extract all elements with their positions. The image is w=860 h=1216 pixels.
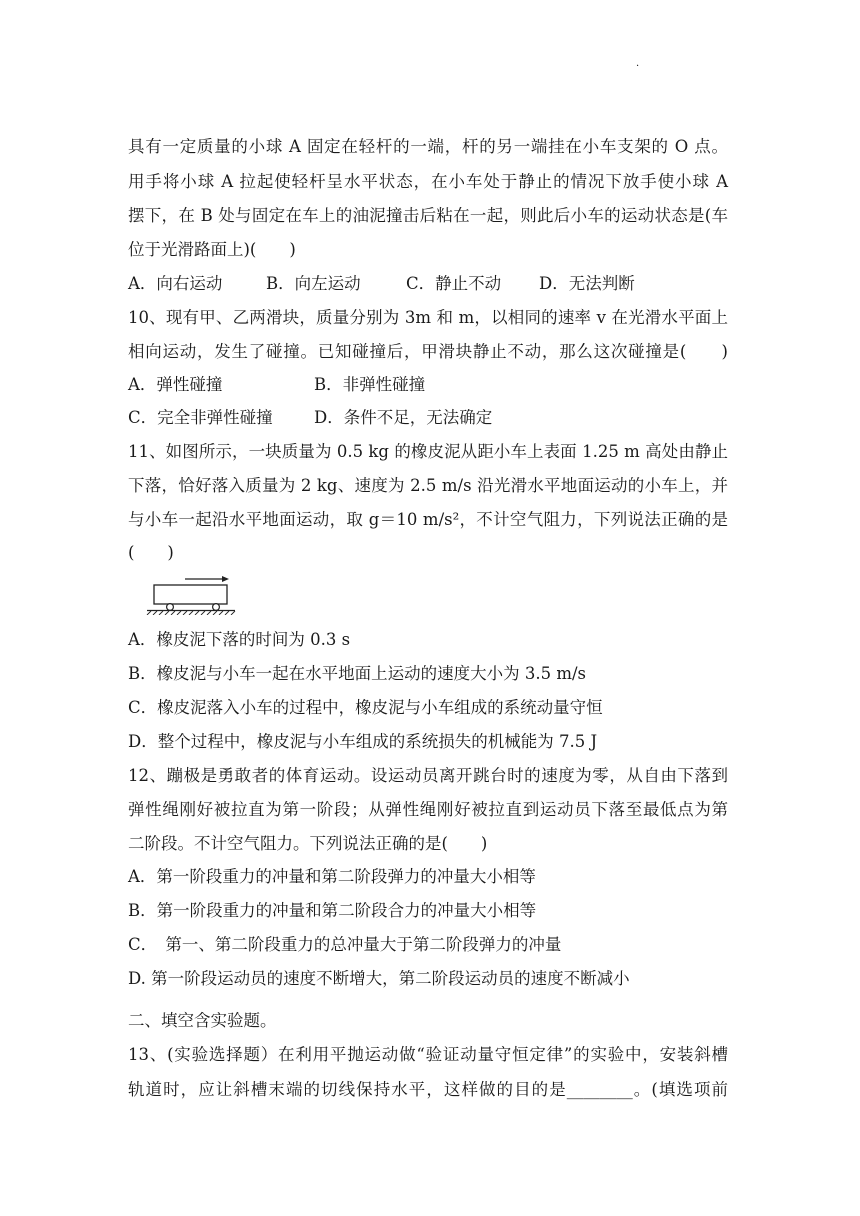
q12-option-b: B．第一阶段重力的冲量和第二阶段合力的冲量大小相等 xyxy=(128,901,537,920)
q9-line-2: 用手将小球 A 拉起使轻杆呈水平状态，在小车处于静止的情况下放手使小球 A xyxy=(128,172,728,191)
q12-line-2: 弹性绳刚好被拉直为第一阶段；从弹性绳刚好被拉直到运动员下落至最低点为第 xyxy=(128,800,728,819)
q11-option-c: C．橡皮泥落入小车的过程中，橡皮泥与小车组成的系统动量守恒 xyxy=(128,698,603,717)
q9-option-d: D．无法判断 xyxy=(539,274,635,293)
q11-option-b: B．橡皮泥与小车一起在水平地面上运动的速度大小为 3.5 m/s xyxy=(128,664,587,683)
velocity-arrowhead xyxy=(222,576,229,582)
header-mark: · xyxy=(636,61,640,72)
q13-line-1: 13、(实验选择题）在利用平抛运动做“验证动量守恒定律”的实验中，安装斜槽 xyxy=(128,1045,728,1064)
q10-options-row-1 xyxy=(128,374,728,396)
q10-option-d: D．条件不足，无法确定 xyxy=(314,408,493,427)
q9-option-c: C．静止不动 xyxy=(406,274,502,293)
q10-line-2: 相向运动，发生了碰撞。已知碰撞后，甲滑块静止不动，那么这次碰撞是( ) xyxy=(128,342,728,361)
q12-line-3: 二阶段。不计空气阻力。下列说法正确的是( ) xyxy=(128,834,488,853)
q9-option-a: A．向右运动 xyxy=(128,274,223,293)
q10-option-b: B．非弹性碰撞 xyxy=(314,375,426,394)
q12-option-a: A．第一阶段重力的冲量和第二阶段弹力的冲量大小相等 xyxy=(128,867,536,886)
cart-wheel-right xyxy=(213,604,220,611)
q11-line-4: ( ) xyxy=(128,543,174,562)
q10-option-c: C．完全非弹性碰撞 xyxy=(128,408,273,427)
q12-option-c: C． 第一、第二阶段重力的总冲量大于第二阶段弹力的冲量 xyxy=(128,935,562,954)
q10-line-1: 10、现有甲、乙两滑块，质量分别为 3m 和 m，以相同的速率 v 在光滑水平面上 xyxy=(128,308,728,327)
q11-line-1: 11、如图所示，一块质量为 0.5 kg 的橡皮泥从距小车上表面 1.25 m 高处由静止 xyxy=(128,442,728,461)
q9-line-4: 位于光滑路面上)( ) xyxy=(128,240,296,259)
q9-options xyxy=(128,273,728,295)
section-2-title: 二、填空含实验题。 xyxy=(128,1011,277,1030)
q11-option-a: A．橡皮泥下落的时间为 0.3 s xyxy=(128,630,351,649)
cart-diagram xyxy=(145,573,237,615)
q11-option-d: D．整个过程中，橡皮泥与小车组成的系统损失的机械能为 7.5 J xyxy=(128,732,598,751)
q10-option-a: A．弹性碰撞 xyxy=(128,375,223,394)
cart-body xyxy=(154,585,227,604)
q13-line-2: 轨道时，应让斜槽末端的切线保持水平，这样做的目的是________。(填选项前 xyxy=(128,1080,728,1099)
q9-option-b: B．向左运动 xyxy=(266,274,361,293)
q12-option-d: D. 第一阶段运动员的速度不断增大，第二阶段运动员的速度不断减小 xyxy=(128,969,630,988)
q11-line-2: 下落，恰好落入质量为 2 kg、速度为 2.5 m/s 沿光滑水平地面运动的小车上，并 xyxy=(128,476,728,495)
cart-wheel-left xyxy=(167,604,174,611)
q12-line-1: 12、蹦极是勇敢者的体育运动。设运动员离开跳台时的速度为零，从自由下落到 xyxy=(128,766,728,785)
q9-line-1: 具有一定质量的小球 A 固定在轻杆的一端，杆的另一端挂在小车支架的 O 点。 xyxy=(128,137,728,156)
q10-options-row-2 xyxy=(128,407,728,429)
q9-line-3: 摆下，在 B 处与固定在车上的油泥撞击后粘在一起，则此后小车的运动状态是(车 xyxy=(128,206,728,225)
ground-hatching xyxy=(147,611,235,615)
q11-line-3: 与小车一起沿水平地面运动，取 g＝10 m/s²，不计空气阻力，下列说法正确的是 xyxy=(128,510,728,529)
